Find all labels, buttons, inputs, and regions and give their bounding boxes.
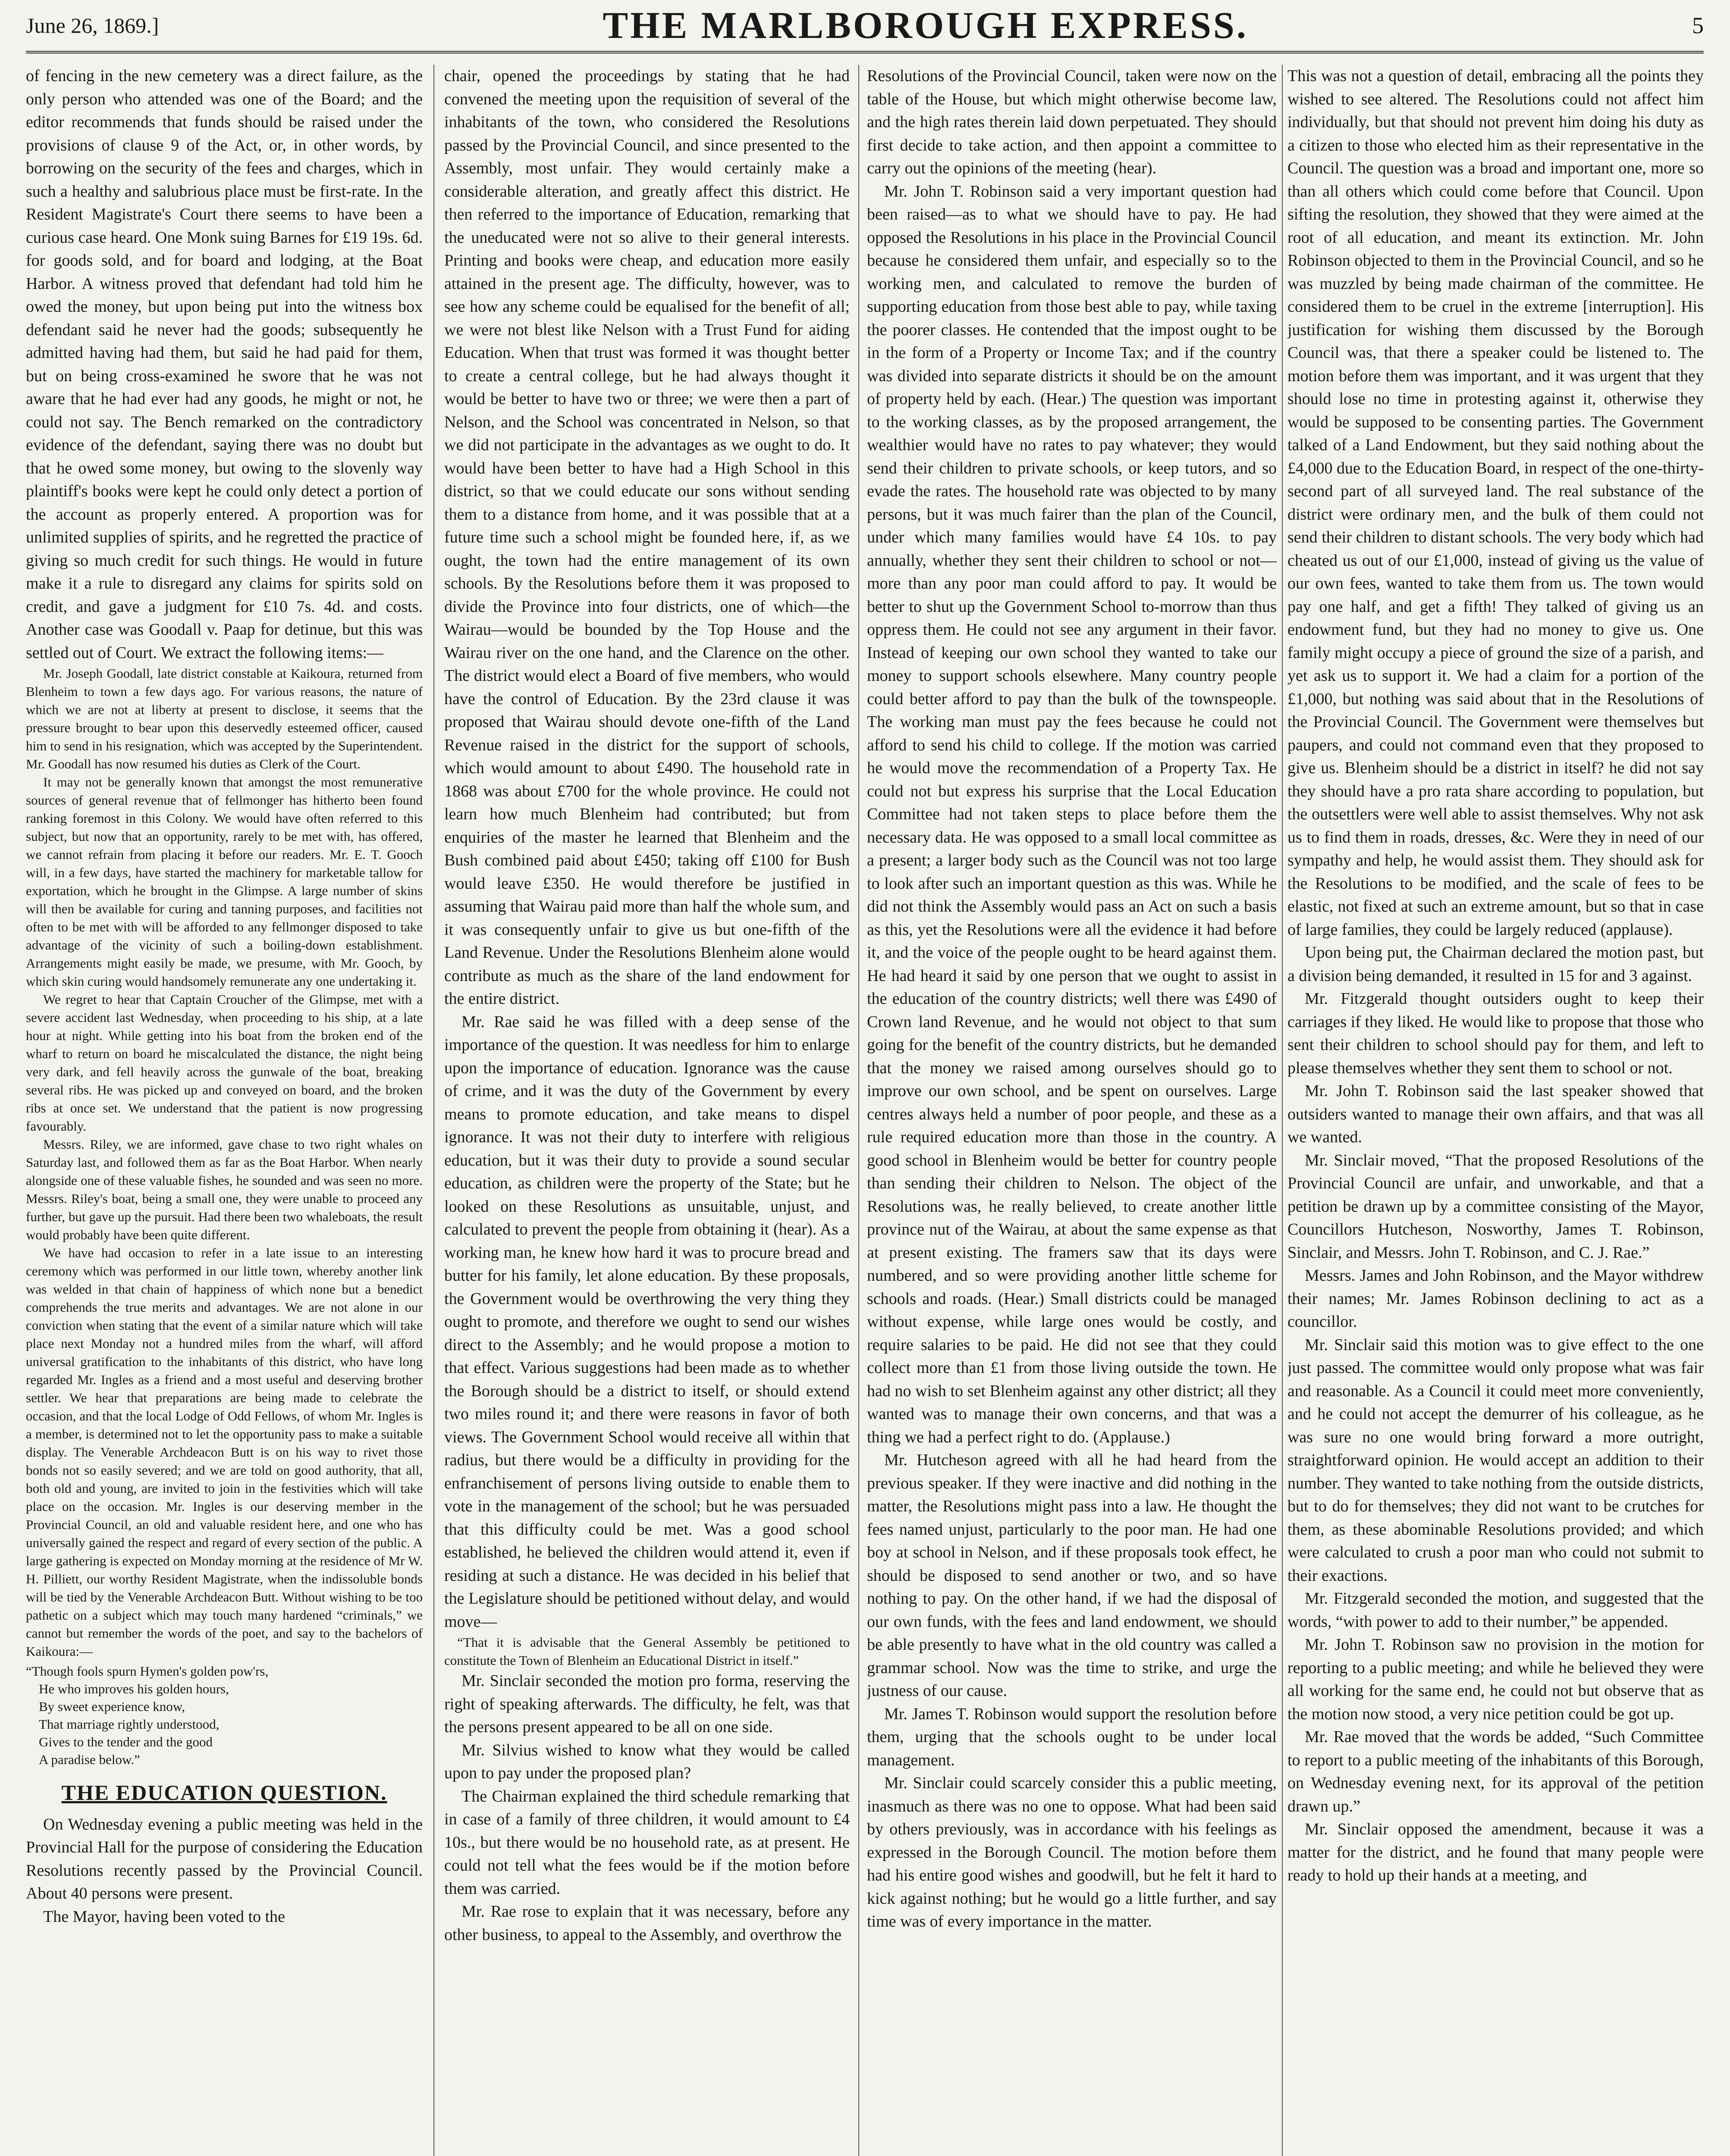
article-paragraph: On Wednesday evening a public meeting was held in the Provincial Hall for the purpose of considering the Education Resolutions recently passed by the Provincial Council. About 40 persons were present. bbox=[26, 1815, 423, 1902]
page-number: 5 bbox=[1692, 13, 1704, 38]
article-paragraph: Mr. Rae said he was filled with a deep sense of the importance of the question. It was needless for him to enlarge upon the importance of education. Ignorance was the cause of crime, and it was the duty of the Government by every means to promote education, and take means to dispel ignorance. It was not their duty to interfere with religious education, but it was their duty to provide a sound secular education, as children were the property of the State; but he looked on these Resolutions as unsuitable, unjust, and calculated to prevent the people from obtaining it (hear). As a working man, he knew how hard it was to procure bread and butter for his family, let alone education. By these proposals, the Government would be overthrowing the very thing they ought to promote, and therefore we ought to send our wishes direct to the Assembly; and he would propose a motion to that effect. Various suggestions had been made as to whether the Borough should be a district to itself, or should extend two miles round it; and there were reasons in favor of both views. The Government School would receive all within that radius, but there would be a difficulty in providing for the enfranchisement of persons living outside to enable them to vote in the management of the school; but he was persuaded that this difficulty could be met. Was a good school established, he believed the children would attend it, even if residing at such a distance. He was decided in his belief that the Legislature should be petitioned without delay, and would move— bbox=[444, 1012, 850, 1631]
article-paragraph: Messrs. Riley, we are informed, gave chase to two right whales on Saturday last, and followed them as far as the Boat Harbor. When nearly alongside one of these valuable fishes, he sounded and was seen no more. Messrs. Riley's boat, being a small one, they were unable to proceed any further, but gave up the pursuit. Had there been two whaleboats, the result would probably have been quite different. bbox=[26, 1137, 423, 1242]
article-paragraph: The Mayor, having been voted to the bbox=[43, 1907, 285, 1926]
article-paragraph: Mr. Joseph Goodall, late district constable at Kaikoura, returned from Blenheim to town a few days ago. For various reasons, the nature of which we are not at liberty at present to disclose, it seems that the pressure brought to bear upon this deservedly esteemed officer, caused him to send in his resignation, which was accepted by the Superintendent. Mr. Goodall has now resumed his duties as Clerk of the Court. bbox=[26, 666, 423, 771]
article-paragraph: Mr. Sinclair said this motion was to give effect to the one just passed. The committee would only propose what was fair and reasonable. As a Council it could meet more conveniently, and he could not accept the demurrer of his colleague, as he was sure no one would bring forward a more outright, straightforward opinion. He would accept an addition to their number. They wanted to take nothing from the outside districts, but to do for themselves; they did not want to be crutches for them, as these abominable Resolutions provided; and which were calculated to crush a poor man who could not submit to their exactions. bbox=[1287, 1335, 1704, 1585]
article-paragraph: Mr. Rae moved that the words be added, “Such Committee to report to a public meeting of the inhabitants of this Borough, on Wednesday evening next, for its approval of the petition drawn up.” bbox=[1287, 1728, 1704, 1815]
article-paragraph: Mr. Sinclair opposed the amendment, because it was a matter for the district, and he found that many people were ready to hold up their hands at a meeting, and bbox=[1287, 1820, 1704, 1884]
article-paragraph: Mr. John T. Robinson saw no provision in the motion for reporting to a public meeting; and while he believed they were all working for the same end, he could not but observe that as the motion now stood, a very nice petition could be got up. bbox=[1287, 1636, 1704, 1723]
article-paragraph: Upon being put, the Chairman declared the motion past, but a division being demanded, it resulted in 15 for and 3 against. bbox=[1287, 943, 1704, 985]
poem-line: By sweet experience know, bbox=[39, 1699, 185, 1714]
article-paragraph: of fencing in the new cemetery was a direct failure, as the only person who attended was one of the Board; and the editor recommends that funds should be raised under the provisions of clause 9 of the Act, or, in other words, by borrowing on the security of the fees and charges, which in such a healthy and salubrious place must be first-rate. In the Resident Magistrate's Court there seems to have been a curious case heard. One Monk suing Barnes for £19 19s. 6d. for goods sold, and for board and lodging, at the Boat Harbor. A witness proved that defendant had told him he owed the money, but upon being put into the witness box defendant said he never had the goods; subsequently he admitted having had them, but said he had paid for them, but on being cross-examined he swore that he was not aware that he had ever had any goods, he might or not, he could not say. The Bench remarked on the contradictory evidence of the defendant, saying there was no doubt but that he owed some money, but owing to the slovenly way plaintiff's books were kept he could only detect a portion of the account as properly entered. A proportion was for unlimited supplies of spirits, and he regretted the practice of giving so much credit for such things. He would in future make it a rule to disregard any claims for spirits sold on credit, and gave a judgment for £10 7s. 4d. and costs. Another case was Goodall v. Paap for detinue, but this was settled out of Court. We extract the following items:— bbox=[26, 67, 423, 662]
article-paragraph: chair, opened the proceedings by stating that he had convened the meeting upon the requisition of several of the inhabitants of the town, who considered the Resolutions passed by the Provincial Council, and since presented to the Assembly, most unfair. They would certainly make a considerable alteration, and greatly affect this district. He then referred to the importance of Education, remarking that the uneducated were not so alive to their general interests. Printing and books were cheap, and education more easily attained in the present age. The difficulty, however, was to see how any scheme could be equalised for the benefit of all; we were not blest like Nelson with a Trust Fund for aiding Education. When that trust was formed it was thought better to create a central college, but he had always thought it would be better to have two or three; we were then a part of Nelson, and the School was concentrated in Nelson, so that we did not participate in the advantages as we ought to do. It would have been better to have had a High School in this district, so that we could educate our sons without sending them to a distance from home, and it was possible that at a future time such a school might be founded here, if, as we ought, the town had the entire management of its own schools. By the Resolutions before them it was proposed to divide the Province into four districts, one of which—the Wairau—would be bounded by the Top House and the Wairau river on the one hand, and the Clarence on the other. The district would elect a Board of five members, who would have the control of Education. By the 23rd clause it was proposed that Wairau should devote one-fifth of the Land Revenue raised in the district for the support of schools, which would amount to about £490. The household rate in 1868 was about £700 for the whole province. He could not learn how much Blenheim had contributed; but from enquiries of the master he learned that Blenheim and the Bush combined paid about £450; taking off £100 for Bush would leave £350. He would therefore be justified in assuming that Wairau paid more than half the whole sum, and it was consequently unfair to give us but one-fifth of the Land Revenue. Under the Resolutions Blenheim alone would contribute as much as the share of the land endowment for the entire district. bbox=[444, 67, 850, 1008]
article-paragraph: Mr. Silvius wished to know what they would be called upon to pay under the proposed plan? bbox=[444, 1741, 850, 1782]
article-paragraph: Mr. John T. Robinson said the last speaker showed that outsiders wanted to manage their own affairs, and that was all we wanted. bbox=[1287, 1082, 1704, 1146]
article-paragraph: Resolutions of the Provincial Council, taken were now on the table of the House, but which might otherwise become law, and the high rates therein laid down perpetuated. They should first decide to take action, and then appoint a committee to carry out the opinions of the meeting (hear). bbox=[867, 67, 1277, 177]
article-paragraph: Mr. James T. Robinson would support the resolution before them, urging that the schools ought to be under local management. bbox=[867, 1705, 1277, 1769]
poem-line: Gives to the tender and the good bbox=[39, 1734, 213, 1749]
column-rule bbox=[1282, 65, 1283, 2156]
article-paragraph: Mr. Rae rose to explain that it was necessary, before any other business, to appeal to the Assembly, and overthrow the bbox=[444, 1902, 850, 1944]
article-paragraph: Mr. Fitzgerald thought outsiders ought to keep their carriages if they liked. He would like to propose that those who sent their children to school should pay for them, and left to please themselves whether they sent them to school or not. bbox=[1287, 990, 1704, 1077]
page-header bbox=[26, 0, 1704, 53]
article-paragraph: The Chairman explained the third schedule remarking that in case of a family of three children, it would amount to £4 10s., but there would be no household rate, as at present. He could not tell what the fees would be if the motion before them was carried. bbox=[444, 1787, 850, 1898]
masthead-title: THE MARLBOROUGH EXPRESS. bbox=[603, 4, 1248, 47]
issue-date: June 26, 1869.] bbox=[26, 13, 159, 38]
article-paragraph: It may not be generally known that amongst the most remunerative sources of general revenue that of fellmonger has hitherto been found ranking foremost in this Colony. We would have often referred to this subject, but now that an opportunity, rarely to be met with, has offered, we cannot refrain from placing it before our readers. Mr. E. T. Gooch will, in a few days, have started the machinery for marketable tallow for exportation, which he brought in the Glimpse. A large number of skins will then be available for curing and tanning purposes, and facilities not often to be met with will be afforded to any fellmonger disposed to take advantage of the vicinity of such a boiling-down establishment. Arrangements might easily be made, we presume, with Mr. Gooch, by which skin curing would handsomely remunerate any one undertaking it. bbox=[26, 774, 423, 989]
column-4 bbox=[1287, 65, 1704, 2156]
poem bbox=[26, 1662, 423, 1768]
article-paragraph: We regret to hear that Captain Croucher of the Glimpse, met with a severe accident last Wednesday, when proceeding to his ship, at a late hour at night. While getting into his boat from the broken end of the wharf to return on board he miscalculated the distance, the night being very dark, and fell heavily across the gunwale of the boat, breaking several ribs. He was picked up and conveyed on board, and the broken ribs at once set. We understand that the patient is now progressing favourably. bbox=[26, 992, 423, 1134]
section-heading: THE EDUCATION QUESTION. bbox=[61, 1780, 387, 1805]
column-3 bbox=[867, 65, 1277, 2156]
article-paragraph: “That it is advisable that the General Assembly be petitioned to constitute the Town of Blenheim an Educational District in itself.” bbox=[444, 1635, 850, 1668]
poem-line: A paradise below.” bbox=[39, 1752, 140, 1767]
article-paragraph: We have had occasion to refer in a late issue to an interesting ceremony which was performed in our little town, whereby another link was welded in that chain of happiness of which none but a benedict comprehends the true merits and advantages. We are not alone in our conviction when stating that the event of a similar nature which will take place next Monday not a hundred miles from the wharf, will afford universal gratification to the inhabitants of this district, who have long regarded Mr. Ingles as a friend and a most useful and deserving brother settler. We hear that preparations are being made to celebrate the occasion, and that the local Lodge of Odd Fellows, of whom Mr. Ingles is a member, is determined not to let the opportunity pass to make a suitable display. The Venerable Archdeacon Butt is on his way to rivet those bonds not so easily severed; and we are told on good authority, that all, both old and young, are invited to join in the festivities which will take place on the occasion. Mr. Ingles is our deserving member in the Provincial Council, an old and valuable resident here, and one who has universally gained the respect and regard of every section of the public. A large gathering is expected on Monday morning at the residence of Mr W. H. Pilliett, our worthy Resident Magistrate, when the indissoluble bonds will be tied by the Venerable Archdeacon Butt. Without wishing to be too pathetic on a subject which may touch many hardened “criminals,” we cannot but remember the words of the poet, and say to the bachelors of Kaikoura:— bbox=[26, 1245, 423, 1659]
article-paragraph: This was not a question of detail, embracing all the points they wished to see altered. The Resolutions could not affect him individually, but that should not prevent him doing his duty as a citizen to those who elected him as their representative in the Council. The question was a broad and important one, more so than all others which could come before that Council. Upon sifting the resolution, they showed that they were aimed at the root of all education, and meant its extinction. Mr. John Robinson objected to them in the Provincial Council, and so he was muzzled by being made chairman of the committee. He considered them to be cruel in the extreme [interruption]. His justification for wishing them discussed by the Borough Council was, that there a speaker could be listened to. The motion before them was important, and it was urgent that they should lose no time in protesting against it, otherwise they would be supposed to be consenting parties. The Government talked of a Land Endowment, but they said nothing about the £4,000 due to the Education Board, in respect of the one-thirty-second part of all surveyed land. The real substance of the district were ordinary men, and the bulk of them could not send their children to distant schools. The very body which had cheated us out of our £1,000, instead of giving us the value of our own fees, wanted to take them from us. The town would pay one half, and get a fifth! They talked of giving us an endowment fund, but they had no money to give us. One family might occupy a piece of ground the size of a parish, and yet ask us to support it. We had a claim for a portion of the £1,000, but nothing was said about that in the Resolutions of the Provincial Council. The Government were themselves but paupers, and could not command even that they proposed to give us. Blenheim should be a district in itself? he did not say they should have a pro rata share according to population, but the outsettlers were well able to assist themselves. Why not ask us to find them in roads, dresses, &c. Were they in need of our sympathy and help, he would assist them. They should ask for the Resolutions to be modified, and the scale of fees to be elastic, not fixed at such an extreme amount, but so that in case of large families, they could be largely reduced (applause). bbox=[1287, 67, 1704, 939]
article-paragraph: Mr. Sinclair seconded the motion pro forma, reserving the right of speaking afterwards. The difficulty, he felt, was that the persons present appeared to be all on one side. bbox=[444, 1672, 850, 1736]
poem-line: “Though fools spurn Hymen's golden pow'rs, bbox=[26, 1664, 269, 1679]
column-rule bbox=[433, 65, 434, 2156]
column-2 bbox=[444, 65, 850, 2156]
article-paragraph: Mr. Fitzgerald seconded the motion, and suggested that the words, “with power to add to their number,” be appended. bbox=[1287, 1589, 1704, 1631]
poem-line: He who improves his golden hours, bbox=[39, 1681, 229, 1696]
article-paragraph: Mr. Sinclair could scarcely consider this a public meeting, inasmuch as there was no one to oppose. What had been said by others previously, was in accordance with his feelings as expressed in the Borough Council. The motion before them had his entire good wishes and goodwill, but he felt it hard to kick against nothing; but he would go a little further, and say time was of every importance in the matter. bbox=[867, 1774, 1277, 1930]
article-paragraph: Messrs. James and John Robinson, and the Mayor withdrew their names; Mr. James Robinson declining to act as a councillor. bbox=[1287, 1266, 1704, 1331]
column-rule bbox=[858, 65, 859, 2156]
article-paragraph: Mr. Sinclair moved, “That the proposed Resolutions of the Provincial Council are unfair, and unworkable, and that a petition be drawn up by a committee consisting of the Mayor, Councillors Hutcheson, Nosworthy, James T. Robinson, Sinclair, and Messrs. John T. Robinson, and C. J. Rae.” bbox=[1287, 1151, 1704, 1262]
column-1 bbox=[26, 65, 423, 2156]
article-paragraph: Mr. John T. Robinson said a very important question had been raised—as to what we should have to pay. He had opposed the Resolutions in his place in the Provincial Council because he considered them unfair, and especially so to the working men, and calculated to remove the burden of supporting education from those best able to pay, while taxing the poorer classes. He contended that the impost ought to be in the form of a Property or Income Tax; and if the country was divided into separate districts it should be on the amount of property held by each. (Hear.) The question was important to the working classes, as by the proposed arrangement, the wealthier would have no rates to pay whatever; they would send their children to private schools, or keep tutors, and so evade the rates. The household rate was objected to by many persons, but it was much fairer than the plan of the Council, under which many families would have £4 10s. to pay annually, whether they sent their children to school or not—more than any poor man could afford to pay. It would be better to shut up the Government School to-morrow than thus oppress them. He could not see any argument in their favor. Instead of keeping our own school they wanted to take our money to support schools elsewhere. Many country people could better afford to pay than the bulk of the townspeople. The working man must pay the fees because he could not afford to send his child to college. If the motion was carried he would move the recommendation of a Property Tax. He could not but express his surprise that the Local Education Committee had not taken steps to place before them the necessary data. He was opposed to a small local committee as a present; a larger body such as the Council was not too large to look after such an important question as this was. While he did not think the Assembly would pass an Act on such a basis as this, yet the Resolutions were all the evidence it had before it, and the voice of the people ought to be heard against them. He had heard it said by one person that we ought to assist in the education of the country districts; well there was £490 of Crown land Revenue, and he would not object to that sum going for the benefit of the country districts, but he demanded that the money we raised among ourselves should go to improve our own school, and be spent on ourselves. Large centres always held a number of poor people, and these as a rule required education more than those in the country. A good school in Blenheim would be better for country people than sending their children to Nelson. The object of the Resolutions was, he really believed, to create another little province nut of the Wairau, at about the same expense as that at present existing. The framers saw that its days were numbered, and so were providing another little scheme for schools and roads. (Hear.) Small districts could be managed without expense, while large ones would be costly, and require salaries to be paid. He did not see that they could collect more than £1 from those living outside the town. He had no wish to set Blenheim against any other district; all they wanted was to manage their own concerns, and that was a thing we had a perfect right to do. (Applause.) bbox=[867, 182, 1277, 1446]
poem-line: That marriage rightly understood, bbox=[39, 1717, 220, 1732]
article-paragraph: Mr. Hutcheson agreed with all he had heard from the previous speaker. If they were inactive and did nothing in the matter, the Resolutions might pass into a law. He thought the fees named unjust, particularly to the poor man. He had one boy at school in Nelson, and if these proposals took effect, he should be disposed to send another or two, and so have nothing to pay. On the other hand, if we had the disposal of our own funds, with the fees and land endowment, we should be able presently to have what in the old country was called a grammar school. Now was the time to strike, and urge the justness of our cause. bbox=[867, 1451, 1277, 1700]
